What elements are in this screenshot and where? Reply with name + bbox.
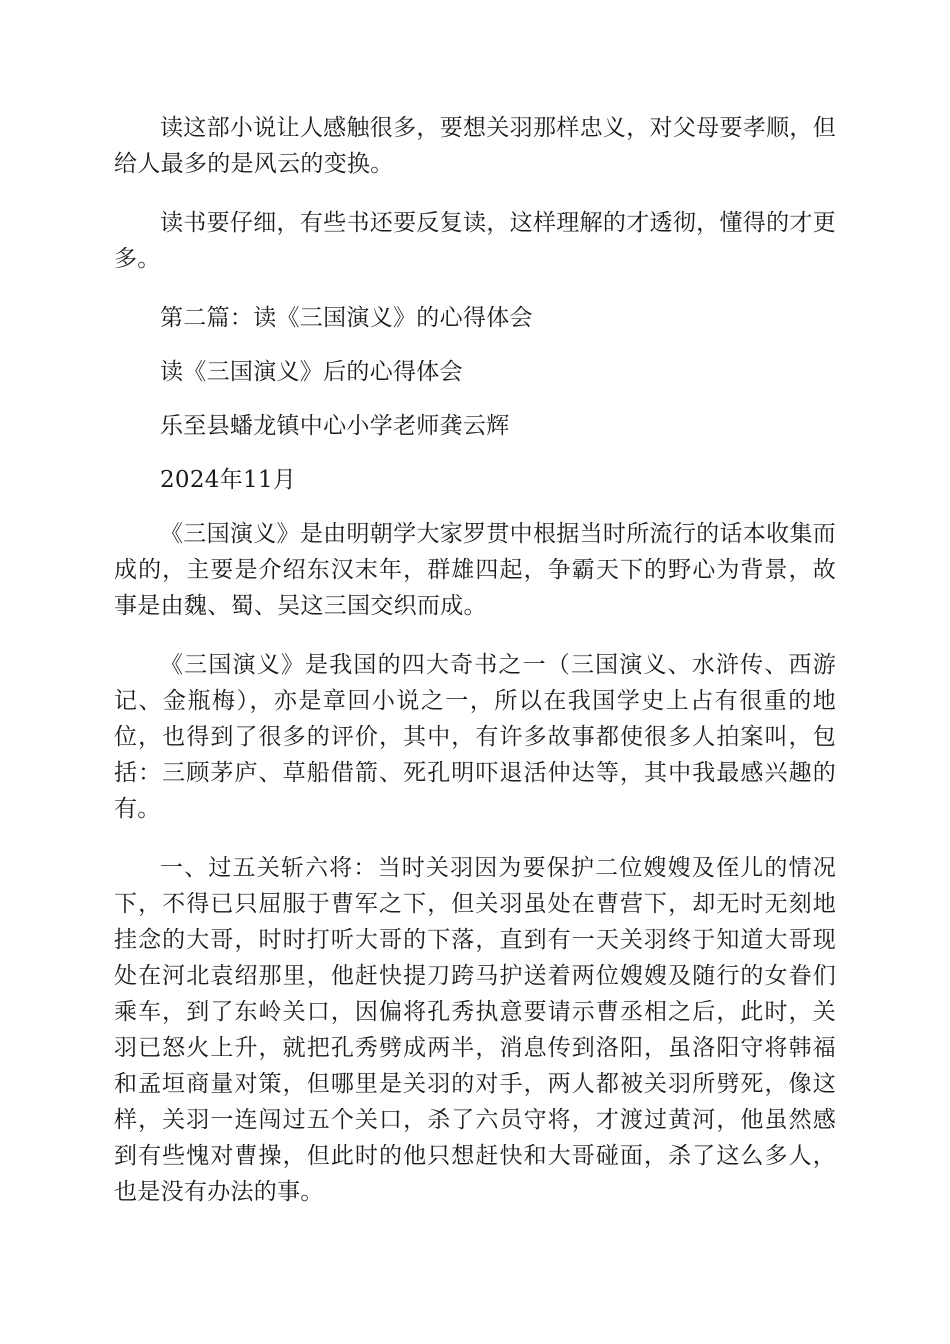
date-line: 2024年11月 bbox=[160, 467, 297, 493]
paragraph-reading-advice: 读书要仔细，有些书还要反复读，这样理解的才透彻，懂得的才更多。 bbox=[114, 210, 836, 272]
paragraph-five-passes: 一、过五关斩六将：当时关羽因为要保护二位嫂嫂及侄儿的情况下，不得已只屈服于曹军之下，但关羽虽处在曹营下，却无时无刻地挂念的大哥，时时打听大哥的下落，直到有一天关羽终于知道大哥现处在河北袁绍那里，他赶快提刀跨马护送着两位嫂嫂及随行的女眷们乘车，到了东岭关口，因偏将孔秀执意要请示曹丞相之后，此时，关羽已怒火上升，就把孔秀劈成两半，消息传到洛阳，虽洛阳守将韩福和孟垣商量对策，但哪里是关羽的对手，两人都被关羽所劈死，像这样，关羽一连闯过五个关口，杀了六员守将，才渡过黄河，他虽然感到有些愧对曹操，但此时的他只想赶快和大哥碰面，杀了这么多人，也是没有办法的事。 bbox=[114, 855, 836, 1205]
paragraph-reflection: 读这部小说让人感触很多，要想关羽那样忠义，对父母要孝顺，但给人最多的是风云的变换。 bbox=[114, 115, 836, 177]
author-line: 乐至县蟠龙镇中心小学老师龚云辉 bbox=[160, 413, 510, 439]
article-title: 读《三国演义》后的心得体会 bbox=[160, 359, 463, 385]
document-page bbox=[114, 110, 836, 1233]
paragraph-intro: 《三国演义》是由明朝学大家罗贯中根据当时所流行的话本收集而成的，主要是介绍东汉末年，群雄四起，争霸天下的野心为背景，故事是由魏、蜀、吴这三国交织而成。 bbox=[114, 521, 836, 619]
paragraph-four-classics: 《三国演义》是我国的四大奇书之一（三国演义、水浒传、西游记、金瓶梅），亦是章回小说之一，所以在我国学史上占有很重的地位，也得到了很多的评价，其中，有许多故事都使很多人拍案叫，包括：三顾茅庐、草船借箭、死孔明吓退活仲达等，其中我最感兴趣的有。 bbox=[114, 652, 836, 822]
section-heading: 第二篇：读《三国演义》的心得体会 bbox=[160, 305, 533, 331]
